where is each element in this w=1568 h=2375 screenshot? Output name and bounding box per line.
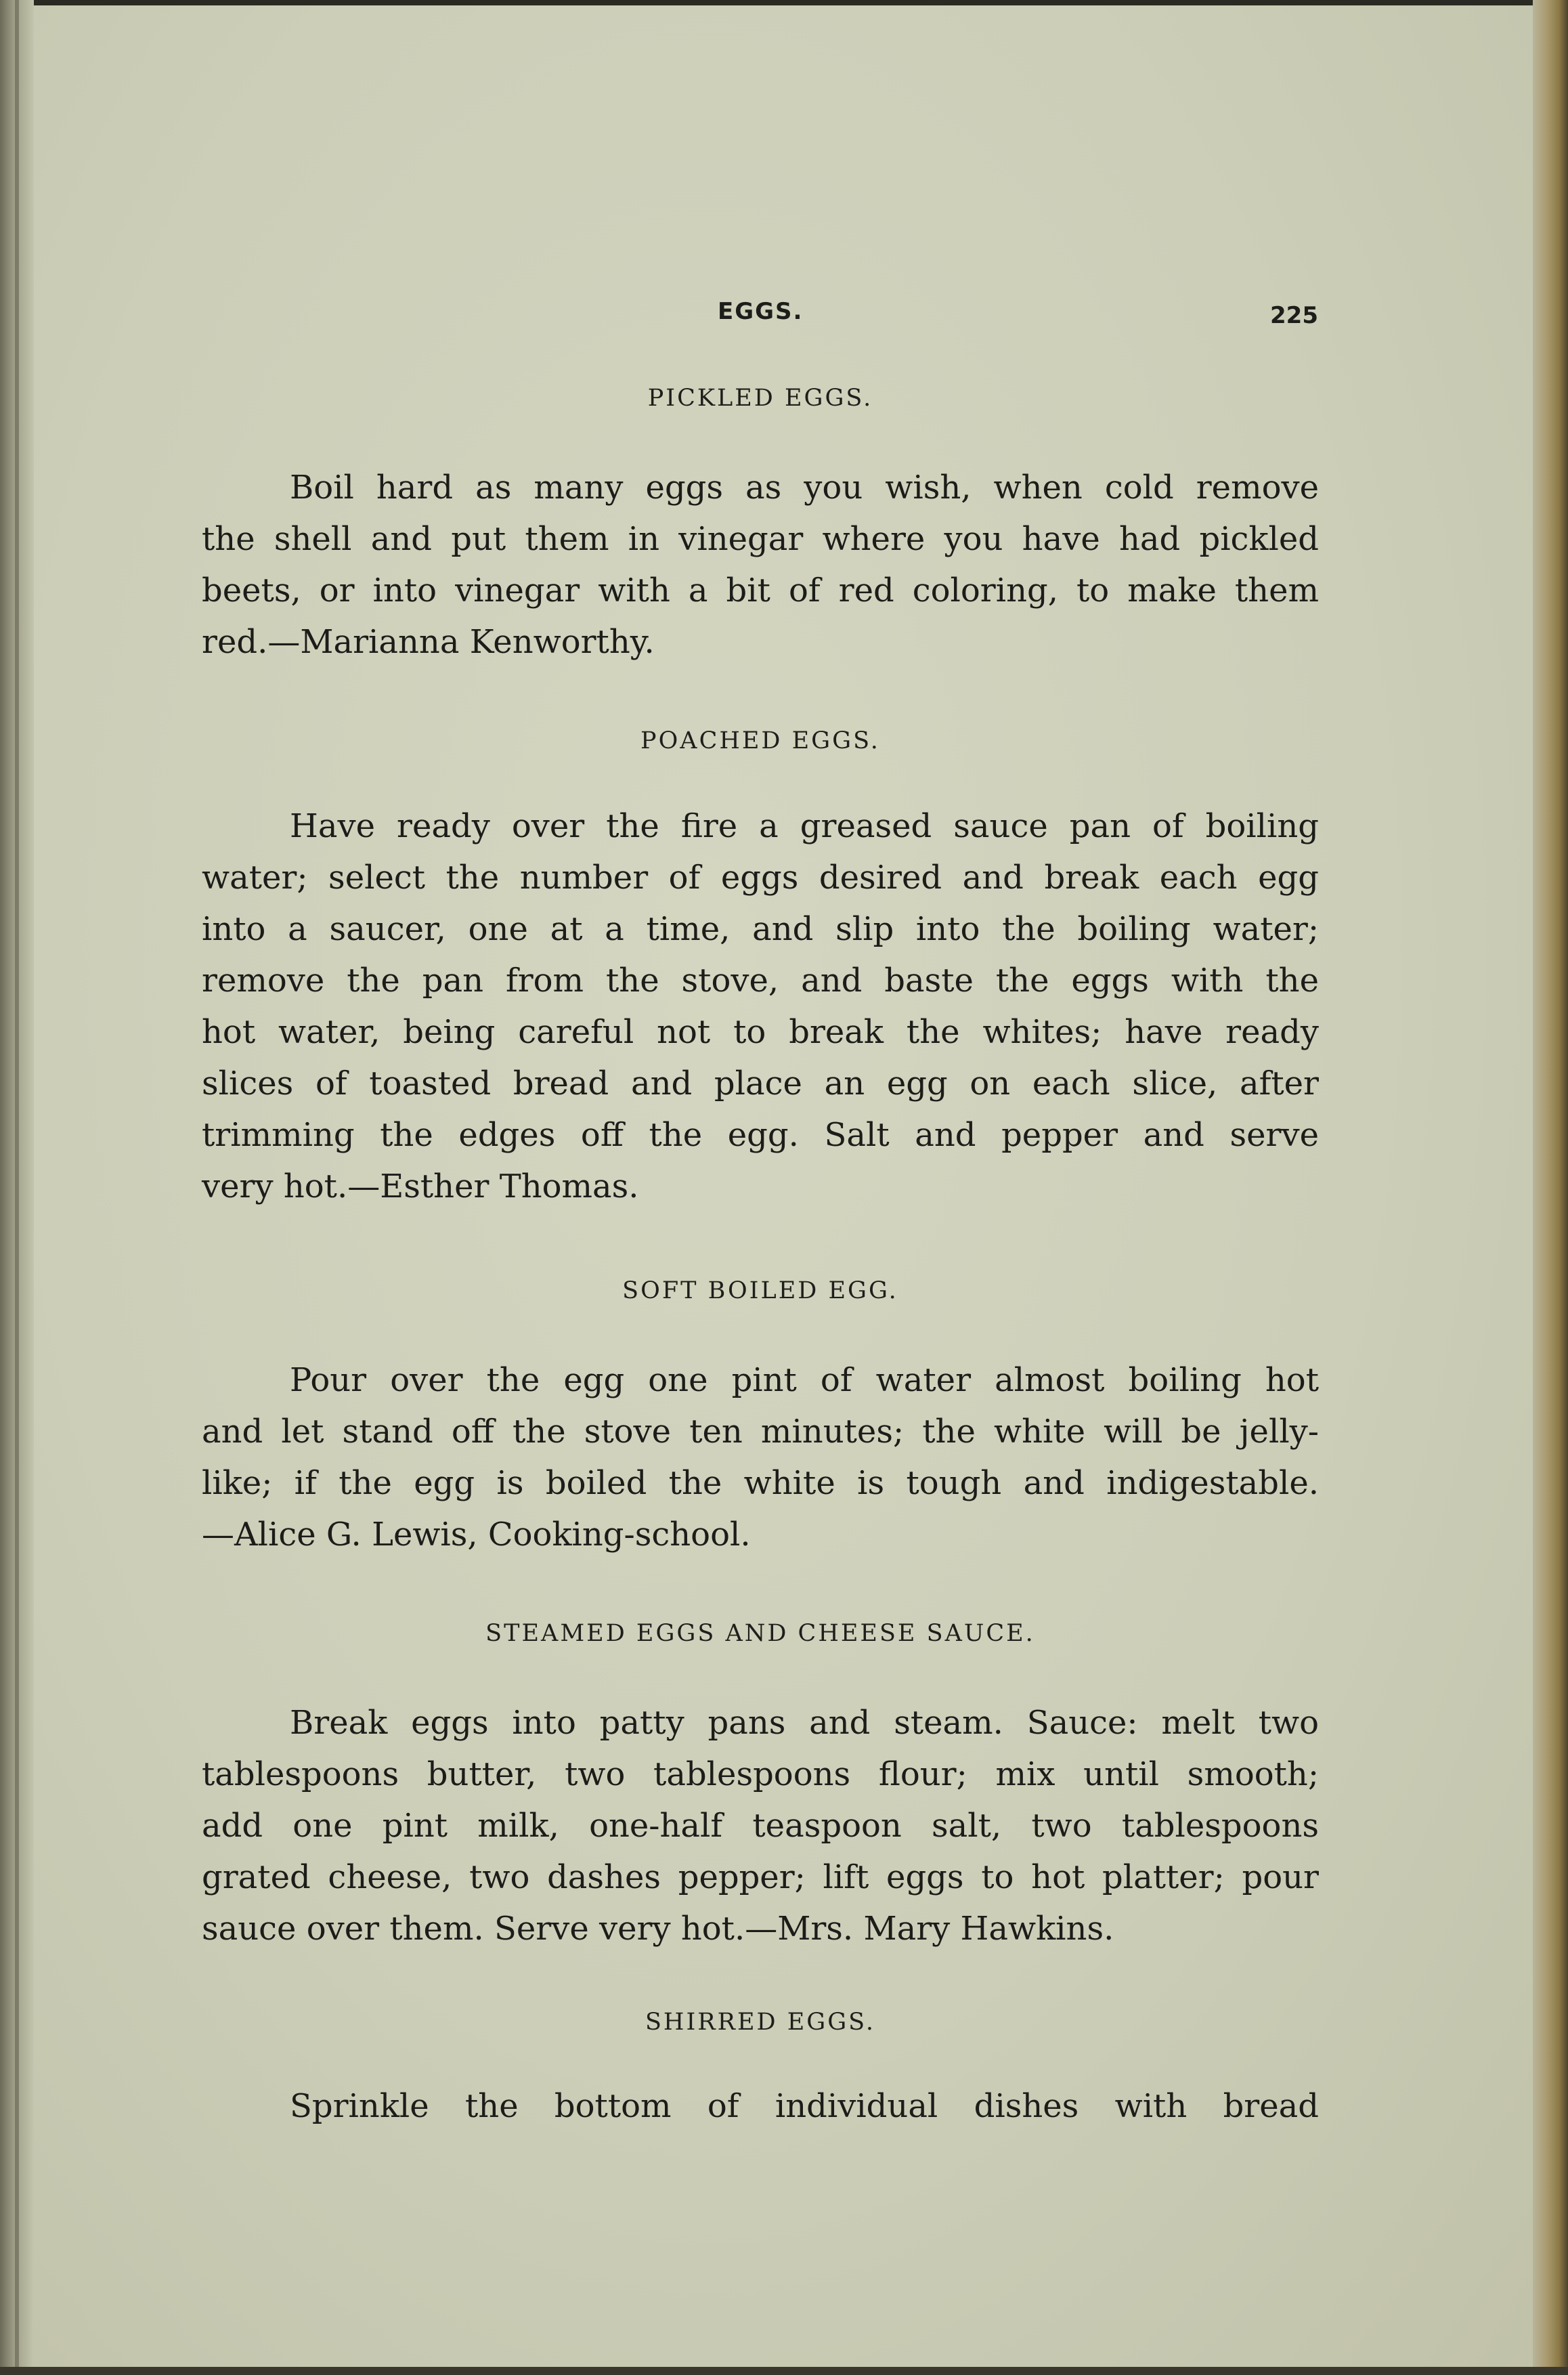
- text-line: grated cheese, two dashes pepper; lift eggs to hot platter; pour: [202, 1858, 1319, 1896]
- text-line: trimming the edges off the egg. Salt and pepper and serve: [202, 1116, 1319, 1154]
- page-number: 225: [1270, 302, 1318, 329]
- text-line: slices of toasted bread and place an egg on each slice, after: [202, 1065, 1319, 1103]
- text-line: water; select the number of eggs desired and break each egg: [202, 859, 1319, 897]
- text-line: add one pint milk, one-half teaspoon salt, two tablespoons: [202, 1807, 1319, 1845]
- text-line: Pour over the egg one pint of water almost boiling hot: [290, 1361, 1319, 1399]
- running-header: EGGS.: [718, 298, 804, 325]
- text-line: like; if the egg is boiled the white is tough and indigestable.: [202, 1464, 1319, 1502]
- recipe-body-soft-boiled-egg: [202, 1354, 1319, 1560]
- text-line: Boil hard as many eggs as you wish, when cold remove: [290, 469, 1319, 507]
- text-line: —Alice G. Lewis, Cooking-school.: [202, 1516, 751, 1554]
- page-fore-edge: [1533, 0, 1568, 2375]
- text-line: into a saucer, one at a time, and slip into the boiling water;: [202, 910, 1319, 948]
- text-line: Break eggs into patty pans and steam. Sauce: melt two: [290, 1704, 1319, 1742]
- page-top-edge: [0, 0, 1568, 5]
- recipe-body-poached-eggs: [202, 800, 1319, 1212]
- recipe-title-poached-eggs: POACHED EGGS.: [640, 727, 880, 754]
- recipe-title-shirred-eggs: SHIRRED EGGS.: [645, 2009, 876, 2036]
- recipe-body-steamed-eggs: [202, 1697, 1319, 1954]
- text-line: hot water, being careful not to break the whites; have ready: [202, 1013, 1319, 1051]
- text-line: sauce over them. Serve very hot.—Mrs. Mary Hawkins.: [202, 1910, 1114, 1948]
- page-bottom-edge: [0, 2367, 1568, 2375]
- text-line: very hot.—Esther Thomas.: [202, 1168, 639, 1205]
- text-line: red.—Marianna Kenworthy.: [202, 623, 655, 661]
- text-line: Have ready over the fire a greased sauce pan of boiling: [290, 807, 1319, 845]
- text-line: beets, or into vinegar with a bit of red coloring, to make them: [202, 572, 1319, 609]
- recipe-title-pickled-eggs: PICKLED EGGS.: [647, 385, 873, 412]
- text-line: tablespoons butter, two tablespoons flour; mix until smooth;: [202, 1755, 1319, 1793]
- recipe-title-soft-boiled-egg: SOFT BOILED EGG.: [622, 1277, 898, 1304]
- text-line: the shell and put them in vinegar where you have had pickled: [202, 520, 1319, 558]
- text-line: Sprinkle the bottom of individual dishes with bread: [290, 2087, 1319, 2125]
- recipe-body-pickled-eggs: [202, 462, 1319, 668]
- binding-fold: [15, 0, 19, 2375]
- text-line: and let stand off the stove ten minutes; the white will be jelly-: [202, 1413, 1319, 1451]
- text-line: remove the pan from the stove, and baste the eggs with the: [202, 962, 1319, 1000]
- recipe-body-shirred-eggs: [202, 2080, 1319, 2132]
- recipe-title-steamed-eggs: STEAMED EGGS AND CHEESE SAUCE.: [485, 1620, 1035, 1647]
